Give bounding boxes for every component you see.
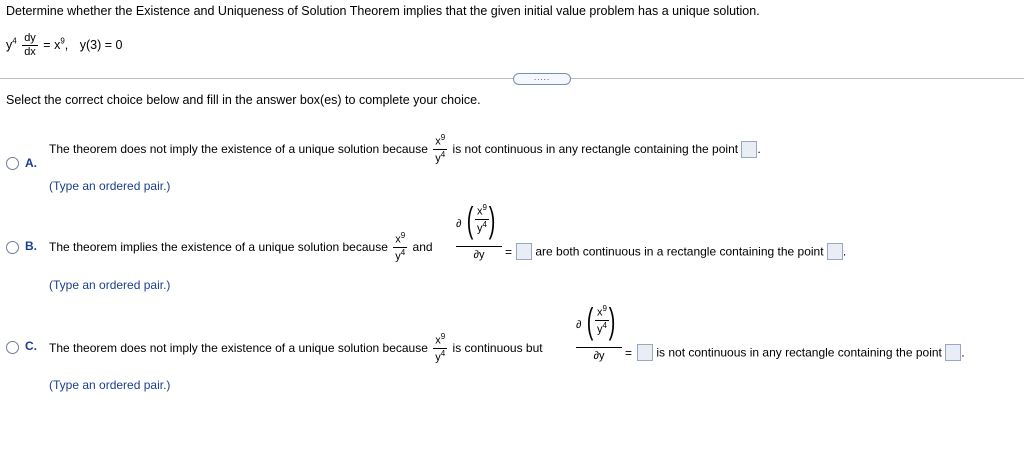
ivp-equation <box>6 33 123 58</box>
choice-c-text2: is continuous but <box>452 341 543 356</box>
choice-c-text1: The theorem does not imply the existence of a unique solution because <box>49 341 428 356</box>
choice-a-text1: The theorem does not imply the existence of a unique solution because <box>49 142 428 157</box>
choice-a-letter[interactable]: A. <box>25 156 37 170</box>
choice-a-statement <box>49 134 761 164</box>
section-divider <box>0 78 1024 79</box>
ivp-lhs-exp: 4 <box>12 36 17 46</box>
ivp-rhs-exp: 9 <box>60 36 65 46</box>
choice-c-hint: (Type an ordered pair.) <box>49 378 171 392</box>
frac-num-base: x <box>477 205 483 218</box>
ivp-comma: , <box>64 37 69 52</box>
choice-c-derivative-input[interactable] <box>637 344 653 361</box>
choice-c-inner-fraction <box>595 305 609 335</box>
choice-c-fraction <box>433 333 447 363</box>
right-paren: ) <box>608 300 616 341</box>
ivp-initial-condition: y(3) = 0 <box>79 37 123 52</box>
choice-b-text1: The theorem implies the existence of a unique solution because <box>49 240 388 255</box>
frac-den-base: y <box>477 222 483 235</box>
partial-symbol: ∂ <box>456 218 462 230</box>
frac-den-base: y <box>395 250 401 263</box>
frac-num-base: x <box>597 306 603 319</box>
choice-b-rest <box>516 243 846 260</box>
choice-c-text3: is not continuous in any rectangle containing the point <box>656 345 942 360</box>
partial-den: ∂y <box>473 249 485 261</box>
frac-num-exp: 9 <box>482 203 487 212</box>
choice-a-point-input[interactable] <box>741 141 757 158</box>
choice-c-partial-derivative <box>576 301 622 362</box>
frac-num-base: x <box>435 334 441 347</box>
partial-den: ∂y <box>593 350 605 362</box>
choice-b-period: . <box>842 244 847 259</box>
frac-den-base: y <box>435 351 441 364</box>
frac-den-base: y <box>597 323 603 336</box>
show-more-button[interactable]: ..... <box>513 73 571 85</box>
frac-den-exp: 4 <box>440 149 446 159</box>
choice-a-hint: (Type an ordered pair.) <box>49 179 171 193</box>
question-instruction: Determine whether the Existence and Uniqueness of Solution Theorem implies that the given initial value problem has a unique solution. <box>6 4 760 18</box>
frac-num-exp: 9 <box>602 304 607 313</box>
choice-a-radio[interactable] <box>6 157 19 170</box>
choice-b-radio[interactable] <box>6 241 19 254</box>
choice-b-derivative-input[interactable] <box>516 243 532 260</box>
ivp-equals: = <box>43 37 51 52</box>
choice-c-statement <box>49 333 543 363</box>
frac-den-exp: 4 <box>440 348 446 358</box>
choice-b-point-input[interactable] <box>827 243 843 260</box>
ivp-derivative-den: dx <box>24 46 36 58</box>
ivp-rhs-base: x <box>54 37 61 52</box>
choice-b-equals: = <box>505 245 513 259</box>
frac-den-exp: 4 <box>602 320 607 330</box>
select-instruction: Select the correct choice below and fill in the answer box(es) to complete your choice. <box>6 93 481 107</box>
ivp-lhs-base: y <box>6 37 13 52</box>
choice-c-radio[interactable] <box>6 341 19 354</box>
left-paren: ( <box>586 300 594 341</box>
frac-num-exp: 9 <box>440 133 446 142</box>
left-paren: ( <box>466 199 474 240</box>
partial-symbol: ∂ <box>576 319 582 331</box>
choice-b-partial-derivative <box>456 200 502 261</box>
choice-c-letter[interactable]: C. <box>25 339 37 353</box>
choice-a-fraction <box>433 134 447 164</box>
choice-b-letter[interactable]: B. <box>25 239 37 253</box>
choice-b-statement <box>49 232 433 262</box>
choice-b-fraction <box>393 232 407 262</box>
choice-a-period: . <box>757 142 761 157</box>
choice-c-period: . <box>961 345 965 360</box>
frac-num-base: x <box>435 135 441 148</box>
frac-num-exp: 9 <box>440 332 446 341</box>
choice-b-text2: are both continuous in a rectangle containing the point <box>535 244 824 259</box>
choice-a-text2: is not continuous in any rectangle containing the point <box>452 142 739 157</box>
choice-c-rest <box>637 344 965 361</box>
choice-c-point-input[interactable] <box>945 344 961 361</box>
frac-num-exp: 9 <box>400 231 406 240</box>
ivp-derivative-num: dy <box>24 32 36 44</box>
frac-den-base: y <box>435 152 441 165</box>
choice-b-inner-fraction <box>475 204 489 234</box>
right-paren: ) <box>488 199 496 240</box>
frac-den-exp: 4 <box>482 219 487 229</box>
choice-b-hint: (Type an ordered pair.) <box>49 278 171 292</box>
choice-b-and: and <box>412 240 433 255</box>
frac-num-base: x <box>395 233 401 246</box>
frac-den-exp: 4 <box>400 247 406 257</box>
choice-c-equals: = <box>625 346 633 360</box>
ivp-derivative <box>22 33 38 58</box>
